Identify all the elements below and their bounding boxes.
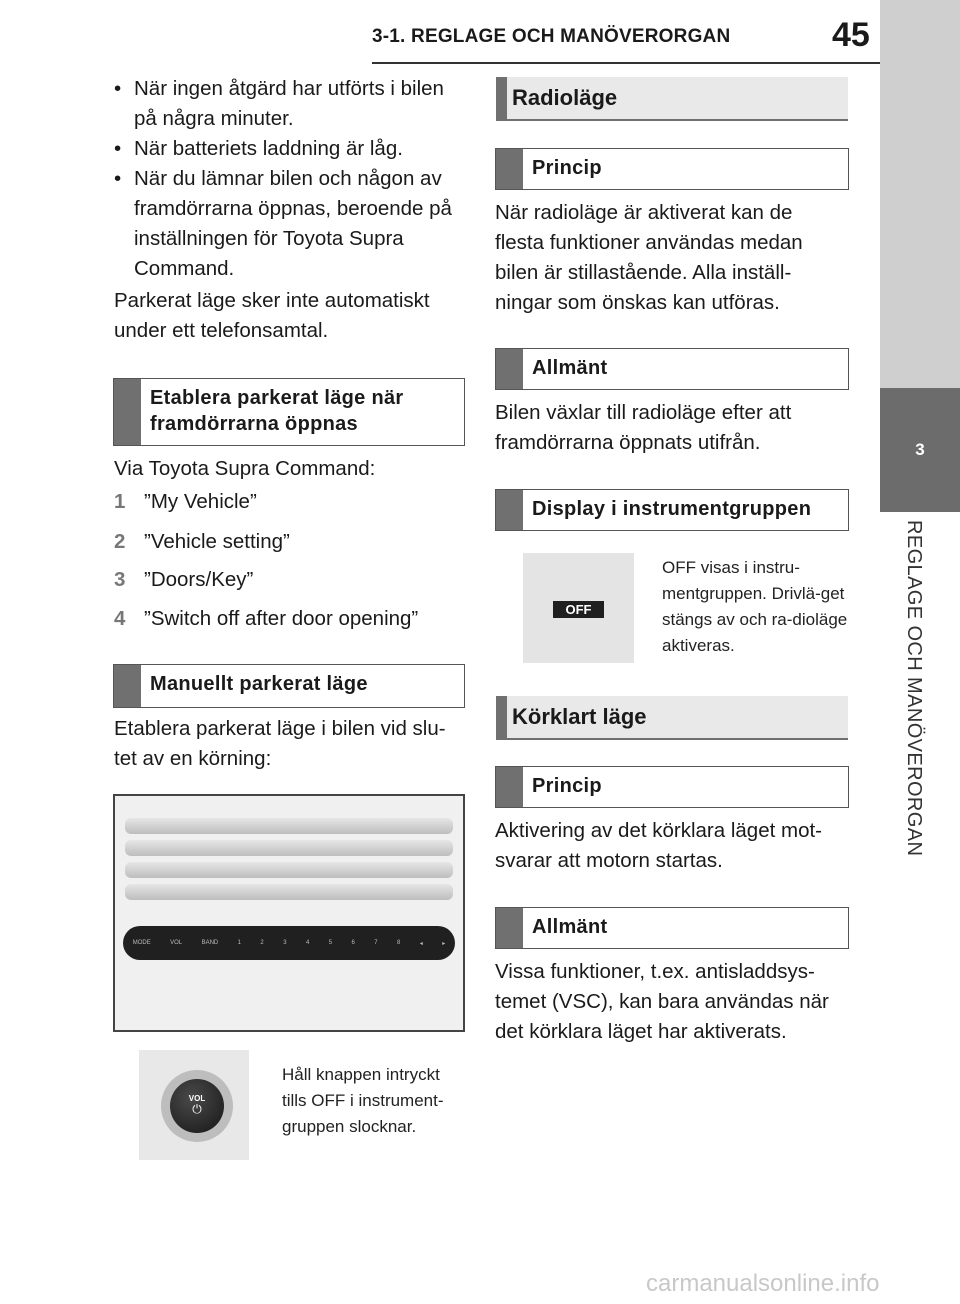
heading-bar (496, 349, 523, 389)
heading-text: Radioläge (512, 85, 618, 110)
heading-text: Allmänt (532, 357, 608, 379)
via-command-text: Via Toyota Supra Command: (114, 457, 376, 480)
side-tab-shade (880, 0, 960, 388)
step-text: ”My Vehicle” (144, 490, 257, 513)
air-vent (125, 884, 453, 900)
panel-label: 5 (328, 940, 333, 946)
panel-label: 3 (283, 940, 287, 946)
panel-label: ▸ (442, 940, 446, 947)
section-heading-drive (496, 696, 848, 740)
subheading-princip (495, 148, 849, 190)
chapter-label: REGLAGE OCH MANÖVERORGAN (903, 520, 925, 857)
step-text: ”Switch off after door opening” (144, 607, 419, 630)
chapter-side-tab (880, 0, 960, 1304)
list-item: • När du lämnar bilen och någon av framdörrarna öppnas, beroende på inställningen för Toyota Supra Command. (104, 164, 460, 284)
panel-label: 4 (305, 940, 310, 946)
watermark: carmanualsonline.info (646, 1270, 880, 1297)
chapter-number: 3 (880, 388, 960, 512)
vol-caption: Håll knappen intryckt tills OFF i instrument-gruppen slocknar. (282, 1065, 444, 1136)
vol-knob (170, 1079, 224, 1133)
subheading-allmant (495, 348, 849, 390)
heading-bar (114, 379, 141, 445)
panel-label: BAND (201, 940, 219, 946)
heading-bar (496, 908, 523, 948)
list-item: • När batteriets laddning är låg. (104, 134, 460, 164)
knob-label: VOL (188, 1094, 206, 1103)
heading-text: Princip (532, 157, 602, 179)
power-icon: ⏻ (192, 1102, 202, 1116)
step-item (114, 604, 418, 634)
vol-knob-image (139, 1050, 249, 1160)
panel-label: ◂ (419, 940, 423, 947)
subheading-allmant (495, 907, 849, 949)
heading-text: Etablera parkerat läge när framdörrarna öppnas (150, 387, 404, 435)
step-text: ”Vehicle setting” (144, 530, 290, 553)
phone-call-note: Parkerat läge sker inte automatiskt under ett telefonsamtal. (114, 289, 430, 342)
air-vent (125, 840, 453, 856)
condition-list (104, 74, 460, 284)
heading-text: Manuellt parkerat läge (150, 673, 368, 695)
heading-text: Display i instrumentgruppen (532, 498, 812, 520)
panel-label: 2 (260, 940, 264, 946)
panel-label: MODE (132, 940, 151, 946)
panel-label: 7 (374, 940, 378, 946)
off-badge: OFF (553, 601, 604, 618)
panel-label: 6 (351, 940, 355, 946)
heading-text: Princip (532, 775, 602, 797)
drive-general-text: Vissa funktioner, t.ex. antisladdsys-temet (VSC), kan bara användas när det körklara läget har aktiverats. (495, 960, 829, 1043)
heading-bar (496, 490, 523, 530)
radio-mode-text: När radioläge är aktiverat kan de flesta funktioner användas medan bilen är stillastående. Alla inställ-ningar som önskas kan utföras. (495, 201, 803, 314)
subheading-display (495, 489, 849, 531)
heading-bar (496, 696, 507, 738)
running-header: 3-1. REGLAGE OCH MANÖVERORGAN (372, 26, 731, 47)
radio-general-text: Bilen växlar till radioläge efter att framdörrarna öppnats utifrån. (495, 401, 792, 454)
panel-label: 1 (237, 940, 241, 946)
step-item (114, 487, 257, 517)
page-number: 45 (832, 16, 870, 54)
step-item (114, 527, 290, 557)
radio-control-strip (123, 926, 455, 960)
center-console-image (113, 794, 465, 1032)
off-indicator-image (523, 553, 634, 663)
panel-label: VOL (170, 940, 183, 946)
heading-bar (496, 767, 523, 807)
heading-text: Körklart läge (512, 704, 647, 729)
heading-bar (496, 149, 523, 189)
manual-parking-text: Etablera parkerat läge i bilen vid slu-tet av en körning: (114, 717, 446, 770)
step-item (114, 565, 253, 595)
heading-text: Allmänt (532, 916, 608, 938)
section-heading-radio (496, 77, 848, 121)
heading-manual-parking (113, 664, 465, 708)
air-vent (125, 862, 453, 878)
panel-label: 8 (397, 940, 401, 946)
heading-door-open (113, 378, 465, 446)
drive-mode-text: Aktivering av det körklara läget mot-svarar att motorn startas. (495, 819, 822, 872)
header-divider (372, 62, 912, 64)
step-number: 4 (114, 607, 126, 630)
step-text: ”Doors/Key” (144, 568, 254, 591)
off-caption: OFF visas i instru-mentgruppen. Drivlä-get stängs av och ra-dioläge aktiveras. (662, 558, 848, 655)
step-number: 3 (114, 568, 126, 591)
air-vent (125, 818, 453, 834)
subheading-princip (495, 766, 849, 808)
heading-bar (114, 665, 141, 707)
step-number: 1 (114, 490, 126, 513)
step-number: 2 (114, 530, 126, 553)
heading-bar (496, 77, 507, 119)
list-item: • När ingen åtgärd har utförts i bilen på några minuter. (104, 74, 460, 134)
